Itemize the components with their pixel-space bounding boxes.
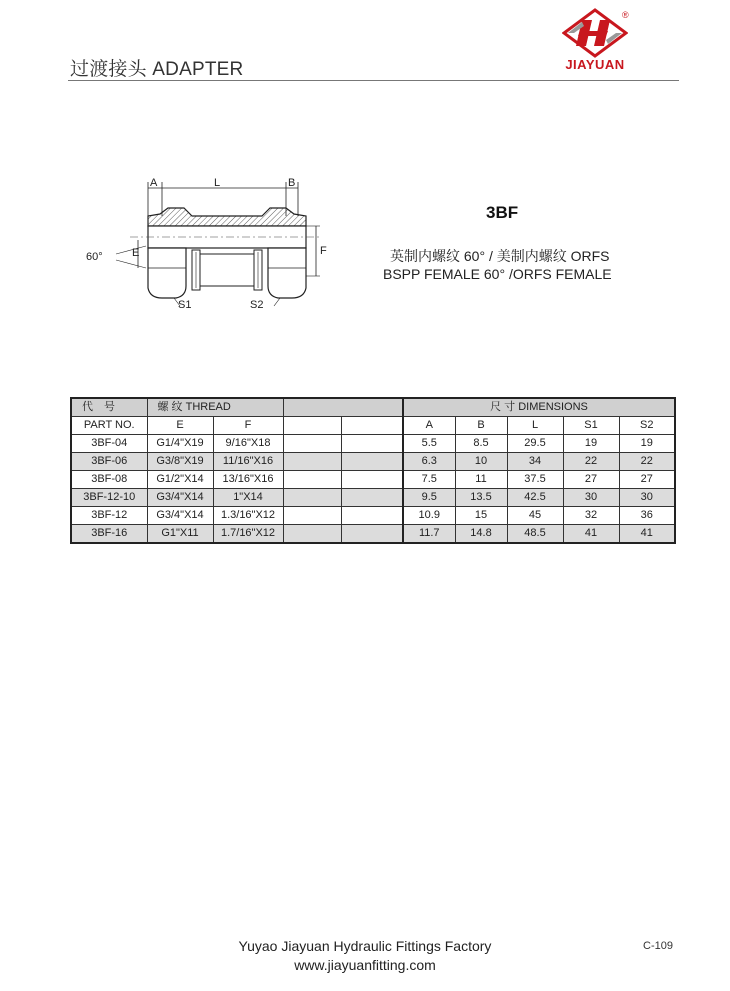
cell-b: 14.8 <box>455 525 507 544</box>
dim-label-b: B <box>288 177 296 189</box>
table-header-row-2 <box>71 417 675 435</box>
cell-s2: 22 <box>619 453 675 471</box>
footer-website[interactable]: www.jiayuanfitting.com <box>294 957 436 973</box>
cell-s1: 41 <box>563 525 619 544</box>
cell-e: G1/4"X19 <box>147 435 213 453</box>
cell-blank <box>283 489 341 507</box>
cell-s2: 27 <box>619 471 675 489</box>
dim-label-f: F <box>320 245 327 257</box>
header-blank <box>283 398 403 417</box>
cell-blank <box>283 453 341 471</box>
cell-s1: 19 <box>563 435 619 453</box>
product-desc-cn: 英制内螺纹 60° / 美制内螺纹 ORFS <box>390 248 610 264</box>
cell-blank <box>341 507 403 525</box>
dim-label-angle: 60° <box>86 251 103 263</box>
col-blank-1 <box>283 417 341 435</box>
cell-a: 7.5 <box>403 471 455 489</box>
cell-f: 1.3/16"X12 <box>213 507 283 525</box>
dim-label-l: L <box>214 177 221 189</box>
cell-a: 5.5 <box>403 435 455 453</box>
dim-label-s1: S1 <box>178 299 192 311</box>
cell-b: 13.5 <box>455 489 507 507</box>
cell-l: 42.5 <box>507 489 563 507</box>
table-row <box>71 471 675 489</box>
cell-blank <box>341 471 403 489</box>
cell-s1: 30 <box>563 489 619 507</box>
header-divider <box>68 80 679 81</box>
jiayuan-logo-icon <box>562 8 628 58</box>
col-s2: S2 <box>619 417 675 435</box>
page-number: C-109 <box>643 940 673 952</box>
header-code: 代 号 <box>71 398 147 417</box>
cell-b: 11 <box>455 471 507 489</box>
cell-l: 45 <box>507 507 563 525</box>
product-model: 3BF <box>486 203 519 222</box>
cell-s2: 19 <box>619 435 675 453</box>
cell-blank <box>283 471 341 489</box>
cell-l: 37.5 <box>507 471 563 489</box>
dim-label-a: A <box>150 177 158 189</box>
cell-e: G3/4"X14 <box>147 507 213 525</box>
col-l: L <box>507 417 563 435</box>
cell-blank <box>341 435 403 453</box>
cell-part-no: 3BF-08 <box>71 471 147 489</box>
dim-label-s2: S2 <box>250 299 264 311</box>
col-s1: S1 <box>563 417 619 435</box>
cell-f: 11/16"X16 <box>213 453 283 471</box>
cell-e: G3/8"X19 <box>147 453 213 471</box>
table-header-row-1 <box>71 398 675 417</box>
cell-s1: 27 <box>563 471 619 489</box>
cell-e: G1"X11 <box>147 525 213 544</box>
cell-b: 10 <box>455 453 507 471</box>
cell-part-no: 3BF-04 <box>71 435 147 453</box>
technical-drawing <box>80 168 340 318</box>
header-dimensions: 尺 寸 DIMENSIONS <box>403 398 675 417</box>
cell-s2: 36 <box>619 507 675 525</box>
dim-label-e: E <box>132 247 140 259</box>
cell-e: G1/2"X14 <box>147 471 213 489</box>
cell-a: 9.5 <box>403 489 455 507</box>
cell-a: 6.3 <box>403 453 455 471</box>
col-e: E <box>147 417 213 435</box>
cell-a: 10.9 <box>403 507 455 525</box>
cell-s2: 41 <box>619 525 675 544</box>
col-a: A <box>403 417 455 435</box>
col-part-no: PART NO. <box>71 417 147 435</box>
table-row <box>71 453 675 471</box>
cell-l: 29.5 <box>507 435 563 453</box>
cell-a: 11.7 <box>403 525 455 544</box>
table-row <box>71 525 675 544</box>
cell-l: 34 <box>507 453 563 471</box>
cell-blank <box>341 525 403 544</box>
col-b: B <box>455 417 507 435</box>
cell-s1: 32 <box>563 507 619 525</box>
cell-blank <box>283 507 341 525</box>
cell-e: G3/4"X14 <box>147 489 213 507</box>
cell-part-no: 3BF-06 <box>71 453 147 471</box>
cell-s1: 22 <box>563 453 619 471</box>
logo-wordmark: JIAYUAN <box>565 57 625 72</box>
page-title: 过渡接头 ADAPTER <box>70 59 244 80</box>
cell-b: 15 <box>455 507 507 525</box>
company-logo <box>556 8 634 74</box>
cell-part-no: 3BF-16 <box>71 525 147 544</box>
cell-b: 8.5 <box>455 435 507 453</box>
cell-blank <box>341 489 403 507</box>
cell-l: 48.5 <box>507 525 563 544</box>
table-row <box>71 489 675 507</box>
cell-f: 1.7/16"X12 <box>213 525 283 544</box>
product-desc-en: BSPP FEMALE 60° /ORFS FEMALE <box>383 266 612 282</box>
cell-f: 1"X14 <box>213 489 283 507</box>
cell-blank <box>283 435 341 453</box>
cell-part-no: 3BF-12 <box>71 507 147 525</box>
footer-company: Yuyao Jiayuan Hydraulic Fittings Factory <box>238 938 492 954</box>
table-row <box>71 435 675 453</box>
spec-table <box>70 397 676 544</box>
cell-f: 13/16"X16 <box>213 471 283 489</box>
registered-mark: ® <box>622 10 629 20</box>
cell-blank <box>283 525 341 544</box>
cell-f: 9/16"X18 <box>213 435 283 453</box>
cell-blank <box>341 453 403 471</box>
cell-s2: 30 <box>619 489 675 507</box>
header-thread: 螺 纹 THREAD <box>147 398 283 417</box>
cell-part-no: 3BF-12-10 <box>71 489 147 507</box>
table-row <box>71 507 675 525</box>
col-blank-2 <box>341 417 403 435</box>
col-f: F <box>213 417 283 435</box>
